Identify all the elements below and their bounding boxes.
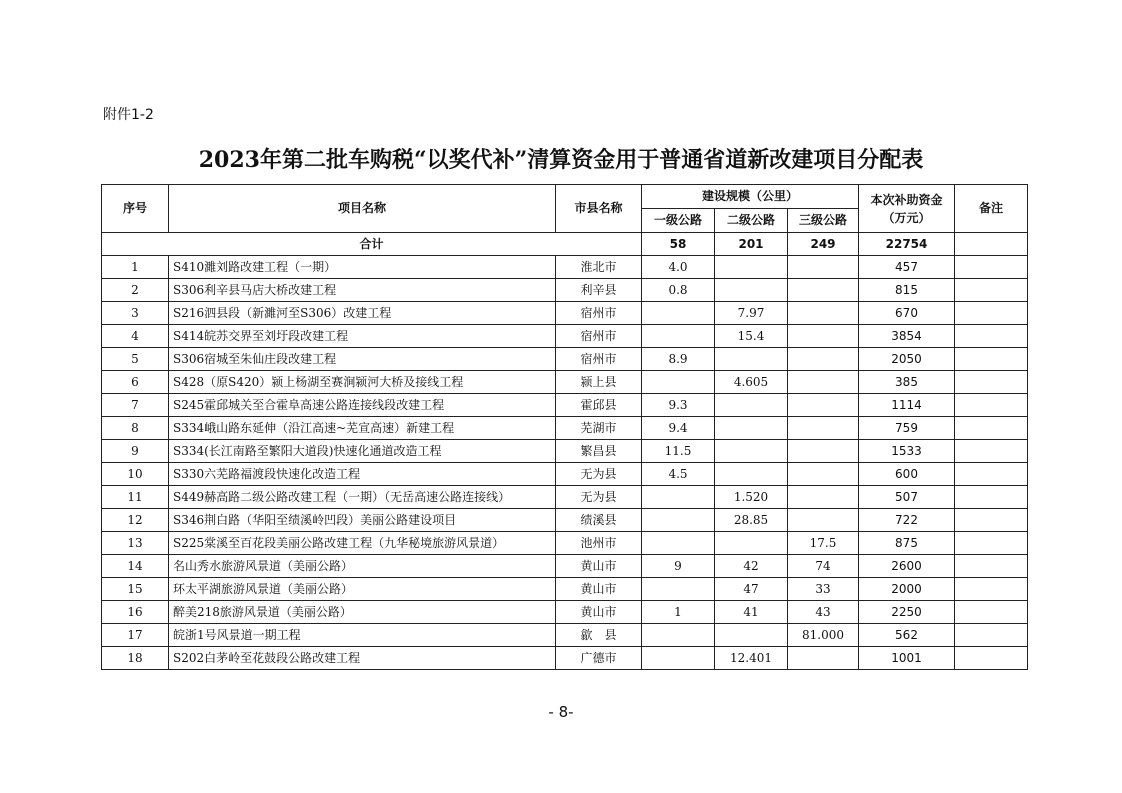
row-level3 xyxy=(788,440,859,463)
row-seq: 18 xyxy=(102,647,169,670)
total-row xyxy=(102,233,1028,256)
table-row xyxy=(102,417,1028,440)
row-note xyxy=(955,463,1028,486)
row-level1: 4.0 xyxy=(642,256,715,279)
row-project: 皖浙1号风景道一期工程 xyxy=(169,624,556,647)
row-subsidy: 562 xyxy=(859,624,955,647)
total-note xyxy=(955,233,1028,256)
row-level2: 15.4 xyxy=(715,325,788,348)
row-level2 xyxy=(715,256,788,279)
table-row xyxy=(102,463,1028,486)
header-project: 项目名称 xyxy=(169,185,556,233)
table-row xyxy=(102,578,1028,601)
row-note xyxy=(955,509,1028,532)
table-row xyxy=(102,440,1028,463)
total-label: 合计 xyxy=(102,233,642,256)
row-city: 宿州市 xyxy=(556,348,642,371)
row-level1: 8.9 xyxy=(642,348,715,371)
row-note xyxy=(955,325,1028,348)
row-city: 霍邱县 xyxy=(556,394,642,417)
header-subsidy-line1: 本次补助资金 xyxy=(870,192,943,207)
row-level3 xyxy=(788,509,859,532)
table-row xyxy=(102,486,1028,509)
row-subsidy: 1533 xyxy=(859,440,955,463)
row-city: 黄山市 xyxy=(556,578,642,601)
row-level2: 7.97 xyxy=(715,302,788,325)
header-city: 市县名称 xyxy=(556,185,642,233)
row-level3 xyxy=(788,279,859,302)
row-seq: 6 xyxy=(102,371,169,394)
row-seq: 10 xyxy=(102,463,169,486)
row-level3 xyxy=(788,348,859,371)
row-level3 xyxy=(788,256,859,279)
row-project: S216泗县段（新濉河至S306）改建工程 xyxy=(169,302,556,325)
row-subsidy: 2250 xyxy=(859,601,955,624)
row-level2 xyxy=(715,463,788,486)
row-subsidy: 385 xyxy=(859,371,955,394)
row-project: 醉美218旅游风景道（美丽公路） xyxy=(169,601,556,624)
row-level1 xyxy=(642,509,715,532)
table-row xyxy=(102,509,1028,532)
row-level1 xyxy=(642,486,715,509)
table-row xyxy=(102,256,1028,279)
row-seq: 4 xyxy=(102,325,169,348)
table-row xyxy=(102,555,1028,578)
row-project: S225棠溪至百花段美丽公路改建工程（九华秘境旅游风景道） xyxy=(169,532,556,555)
row-project: S245霍邱城关至合霍阜高速公路连接线段改建工程 xyxy=(169,394,556,417)
row-level1 xyxy=(642,647,715,670)
row-level1: 9.3 xyxy=(642,394,715,417)
row-level1 xyxy=(642,532,715,555)
row-level3 xyxy=(788,302,859,325)
row-level2: 41 xyxy=(715,601,788,624)
row-level2: 4.605 xyxy=(715,371,788,394)
row-subsidy: 2050 xyxy=(859,348,955,371)
row-note xyxy=(955,532,1028,555)
row-seq: 17 xyxy=(102,624,169,647)
row-subsidy: 815 xyxy=(859,279,955,302)
row-city: 宿州市 xyxy=(556,302,642,325)
row-level3: 17.5 xyxy=(788,532,859,555)
header-seq: 序号 xyxy=(102,185,169,233)
row-subsidy: 457 xyxy=(859,256,955,279)
header-scale: 建设规模（公里） xyxy=(642,185,859,209)
row-note xyxy=(955,647,1028,670)
row-city: 绩溪县 xyxy=(556,509,642,532)
row-subsidy: 2000 xyxy=(859,578,955,601)
row-project: S330六芜路福渡段快速化改造工程 xyxy=(169,463,556,486)
row-level2 xyxy=(715,348,788,371)
row-level2 xyxy=(715,279,788,302)
table-row xyxy=(102,532,1028,555)
row-project: 名山秀水旅游风景道（美丽公路） xyxy=(169,555,556,578)
row-subsidy: 722 xyxy=(859,509,955,532)
table-row xyxy=(102,371,1028,394)
row-level1: 0.8 xyxy=(642,279,715,302)
table-row xyxy=(102,394,1028,417)
page-number: - 8- xyxy=(548,703,574,721)
row-note xyxy=(955,348,1028,371)
row-note xyxy=(955,624,1028,647)
row-note xyxy=(955,256,1028,279)
row-seq: 13 xyxy=(102,532,169,555)
row-project: S334(长江南路至繁阳大道段)快速化通道改造工程 xyxy=(169,440,556,463)
row-project: 环太平湖旅游风景道（美丽公路） xyxy=(169,578,556,601)
table-row xyxy=(102,279,1028,302)
row-subsidy: 670 xyxy=(859,302,955,325)
row-level2 xyxy=(715,394,788,417)
row-level3 xyxy=(788,394,859,417)
allocation-table xyxy=(101,184,1028,670)
row-project: S346荆白路（华阳至绩溪岭凹段）美丽公路建设项目 xyxy=(169,509,556,532)
row-level2 xyxy=(715,417,788,440)
row-level3: 81.000 xyxy=(788,624,859,647)
row-level3 xyxy=(788,371,859,394)
row-subsidy: 3854 xyxy=(859,325,955,348)
row-subsidy: 1001 xyxy=(859,647,955,670)
row-note xyxy=(955,555,1028,578)
table-row xyxy=(102,302,1028,325)
row-level3: 43 xyxy=(788,601,859,624)
row-subsidy: 875 xyxy=(859,532,955,555)
table-row xyxy=(102,601,1028,624)
row-level3 xyxy=(788,417,859,440)
row-project: S202白茅岭至花鼓段公路改建工程 xyxy=(169,647,556,670)
row-city: 无为县 xyxy=(556,486,642,509)
row-city: 利辛县 xyxy=(556,279,642,302)
table-row xyxy=(102,348,1028,371)
row-level3 xyxy=(788,486,859,509)
row-city: 颍上县 xyxy=(556,371,642,394)
row-seq: 1 xyxy=(102,256,169,279)
row-level1: 11.5 xyxy=(642,440,715,463)
table-row xyxy=(102,647,1028,670)
row-note xyxy=(955,601,1028,624)
row-city: 歙 县 xyxy=(556,624,642,647)
row-city: 无为县 xyxy=(556,463,642,486)
total-level1: 58 xyxy=(642,233,715,256)
row-subsidy: 507 xyxy=(859,486,955,509)
row-note xyxy=(955,440,1028,463)
row-level3 xyxy=(788,463,859,486)
row-seq: 14 xyxy=(102,555,169,578)
document-title: 2023年第二批车购税“以奖代补”清算资金用于普通省道新改建项目分配表 xyxy=(198,147,924,173)
row-level1 xyxy=(642,578,715,601)
row-seq: 3 xyxy=(102,302,169,325)
row-city: 池州市 xyxy=(556,532,642,555)
row-note xyxy=(955,302,1028,325)
row-level2: 12.401 xyxy=(715,647,788,670)
total-subsidy: 22754 xyxy=(859,233,955,256)
row-level1: 9 xyxy=(642,555,715,578)
total-level3: 249 xyxy=(788,233,859,256)
row-project: S306宿城至朱仙庄段改建工程 xyxy=(169,348,556,371)
row-subsidy: 1114 xyxy=(859,394,955,417)
row-project: S449赫高路二级公路改建工程（一期）（无岳高速公路连接线） xyxy=(169,486,556,509)
row-project: S334峨山路东延伸（沿江高速~芜宣高速）新建工程 xyxy=(169,417,556,440)
row-level3: 33 xyxy=(788,578,859,601)
total-level2: 201 xyxy=(715,233,788,256)
row-level3 xyxy=(788,325,859,348)
row-subsidy: 759 xyxy=(859,417,955,440)
annex-label: 附件1-2 xyxy=(103,107,154,123)
table-row xyxy=(102,325,1028,348)
row-city: 淮北市 xyxy=(556,256,642,279)
row-seq: 7 xyxy=(102,394,169,417)
row-level1 xyxy=(642,371,715,394)
row-level1 xyxy=(642,624,715,647)
row-level2: 1.520 xyxy=(715,486,788,509)
table-row xyxy=(102,624,1028,647)
row-level2 xyxy=(715,532,788,555)
header-level1: 一级公路 xyxy=(642,209,715,233)
row-subsidy: 600 xyxy=(859,463,955,486)
row-seq: 12 xyxy=(102,509,169,532)
row-level2: 47 xyxy=(715,578,788,601)
row-city: 芜湖市 xyxy=(556,417,642,440)
row-seq: 11 xyxy=(102,486,169,509)
row-level1 xyxy=(642,302,715,325)
row-project: S410濉刘路改建工程（一期） xyxy=(169,256,556,279)
row-note xyxy=(955,486,1028,509)
row-note xyxy=(955,578,1028,601)
row-level2 xyxy=(715,624,788,647)
header-subsidy xyxy=(859,185,955,233)
row-seq: 9 xyxy=(102,440,169,463)
row-city: 广德市 xyxy=(556,647,642,670)
row-subsidy: 2600 xyxy=(859,555,955,578)
row-level2 xyxy=(715,440,788,463)
row-project: S414皖苏交界至刘圩段改建工程 xyxy=(169,325,556,348)
row-level1: 1 xyxy=(642,601,715,624)
header-level3: 三级公路 xyxy=(788,209,859,233)
header-level2: 二级公路 xyxy=(715,209,788,233)
row-level2: 28.85 xyxy=(715,509,788,532)
row-note xyxy=(955,417,1028,440)
row-level2: 42 xyxy=(715,555,788,578)
row-note xyxy=(955,394,1028,417)
row-city: 黄山市 xyxy=(556,555,642,578)
row-note xyxy=(955,371,1028,394)
row-project: S306利辛县马店大桥改建工程 xyxy=(169,279,556,302)
row-seq: 15 xyxy=(102,578,169,601)
row-city: 宿州市 xyxy=(556,325,642,348)
row-seq: 5 xyxy=(102,348,169,371)
row-seq: 8 xyxy=(102,417,169,440)
row-note xyxy=(955,279,1028,302)
row-level1: 4.5 xyxy=(642,463,715,486)
row-seq: 16 xyxy=(102,601,169,624)
row-level3: 74 xyxy=(788,555,859,578)
header-subsidy-line2: （万元） xyxy=(882,210,931,225)
header-note: 备注 xyxy=(955,185,1028,233)
row-seq: 2 xyxy=(102,279,169,302)
row-project: S428（原S420）颍上杨湖至赛涧颍河大桥及接线工程 xyxy=(169,371,556,394)
row-level3 xyxy=(788,647,859,670)
row-city: 黄山市 xyxy=(556,601,642,624)
row-city: 繁昌县 xyxy=(556,440,642,463)
row-level1 xyxy=(642,325,715,348)
row-level1: 9.4 xyxy=(642,417,715,440)
